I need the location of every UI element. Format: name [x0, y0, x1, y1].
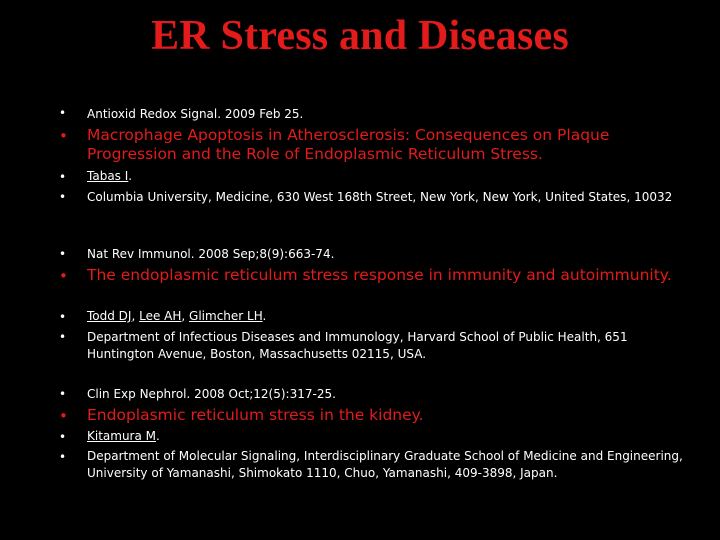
bullet-icon: • [59, 330, 67, 344]
author-link[interactable]: Kitamura M [87, 429, 157, 443]
slide-title: ER Stress and Diseases [151, 13, 569, 59]
author-link[interactable]: Glimcher LH [189, 309, 263, 323]
ref-1-journal: Antioxid Redox Signal. 2009 Feb 25. [87, 107, 304, 121]
bullet-icon: • [59, 430, 67, 444]
ref-2-authors: Todd DJ, Lee AH, Glimcher LH. [87, 309, 267, 323]
author-link[interactable]: Lee AH [139, 309, 182, 323]
ref-3-journal: Clin Exp Nephrol. 2008 Oct;12(5):317-25. [87, 387, 336, 401]
bullet-icon: • [59, 450, 67, 464]
author-link[interactable]: Todd DJ [87, 309, 132, 323]
bullet-icon: • [59, 170, 67, 184]
ref-3-headline: Endoplasmic reticulum stress in the kidney. [87, 406, 424, 424]
author-link[interactable]: Tabas I [87, 169, 129, 183]
ref-2-affiliation: Department of Infectious Diseases and Immunology, Harvard School of Public Health, 651 Huntington Avenue, Boston, Massachusetts 02115, USA. [87, 330, 628, 361]
ref-3-authors: Kitamura M. [87, 429, 160, 443]
bullet-icon: • [59, 247, 67, 261]
ref-1-affiliation: Columbia University, Medicine, 630 West 168th Street, New York, New York, United States, 10032 [87, 190, 673, 204]
bullet-icon: • [59, 267, 68, 285]
bullet-icon: • [59, 127, 68, 145]
ref-2-journal: Nat Rev Immunol. 2008 Sep;8(9):663-74. [87, 247, 335, 261]
ref-3-affiliation: Department of Molecular Signaling, Interdisciplinary Graduate School of Medicine and Engineering, University of Yamanashi, Shimokato 1110, Chuo, Yamanashi, 409-3898, Japan. [87, 449, 683, 480]
bullet-icon: • [59, 387, 67, 401]
bullet-icon: • [59, 106, 67, 120]
bullet-icon: • [59, 407, 68, 425]
bullet-icon: • [59, 310, 67, 324]
ref-1-headline: Macrophage Apoptosis in Atherosclerosis: Consequences on Plaque Progression and the Role of Endoplasmic Reticulum Stress. [87, 126, 610, 163]
bullet-icon: • [59, 190, 67, 204]
ref-1-authors: Tabas I. [87, 169, 133, 183]
ref-2-headline: The endoplasmic reticulum stress response in immunity and autoimmunity. [87, 266, 672, 284]
